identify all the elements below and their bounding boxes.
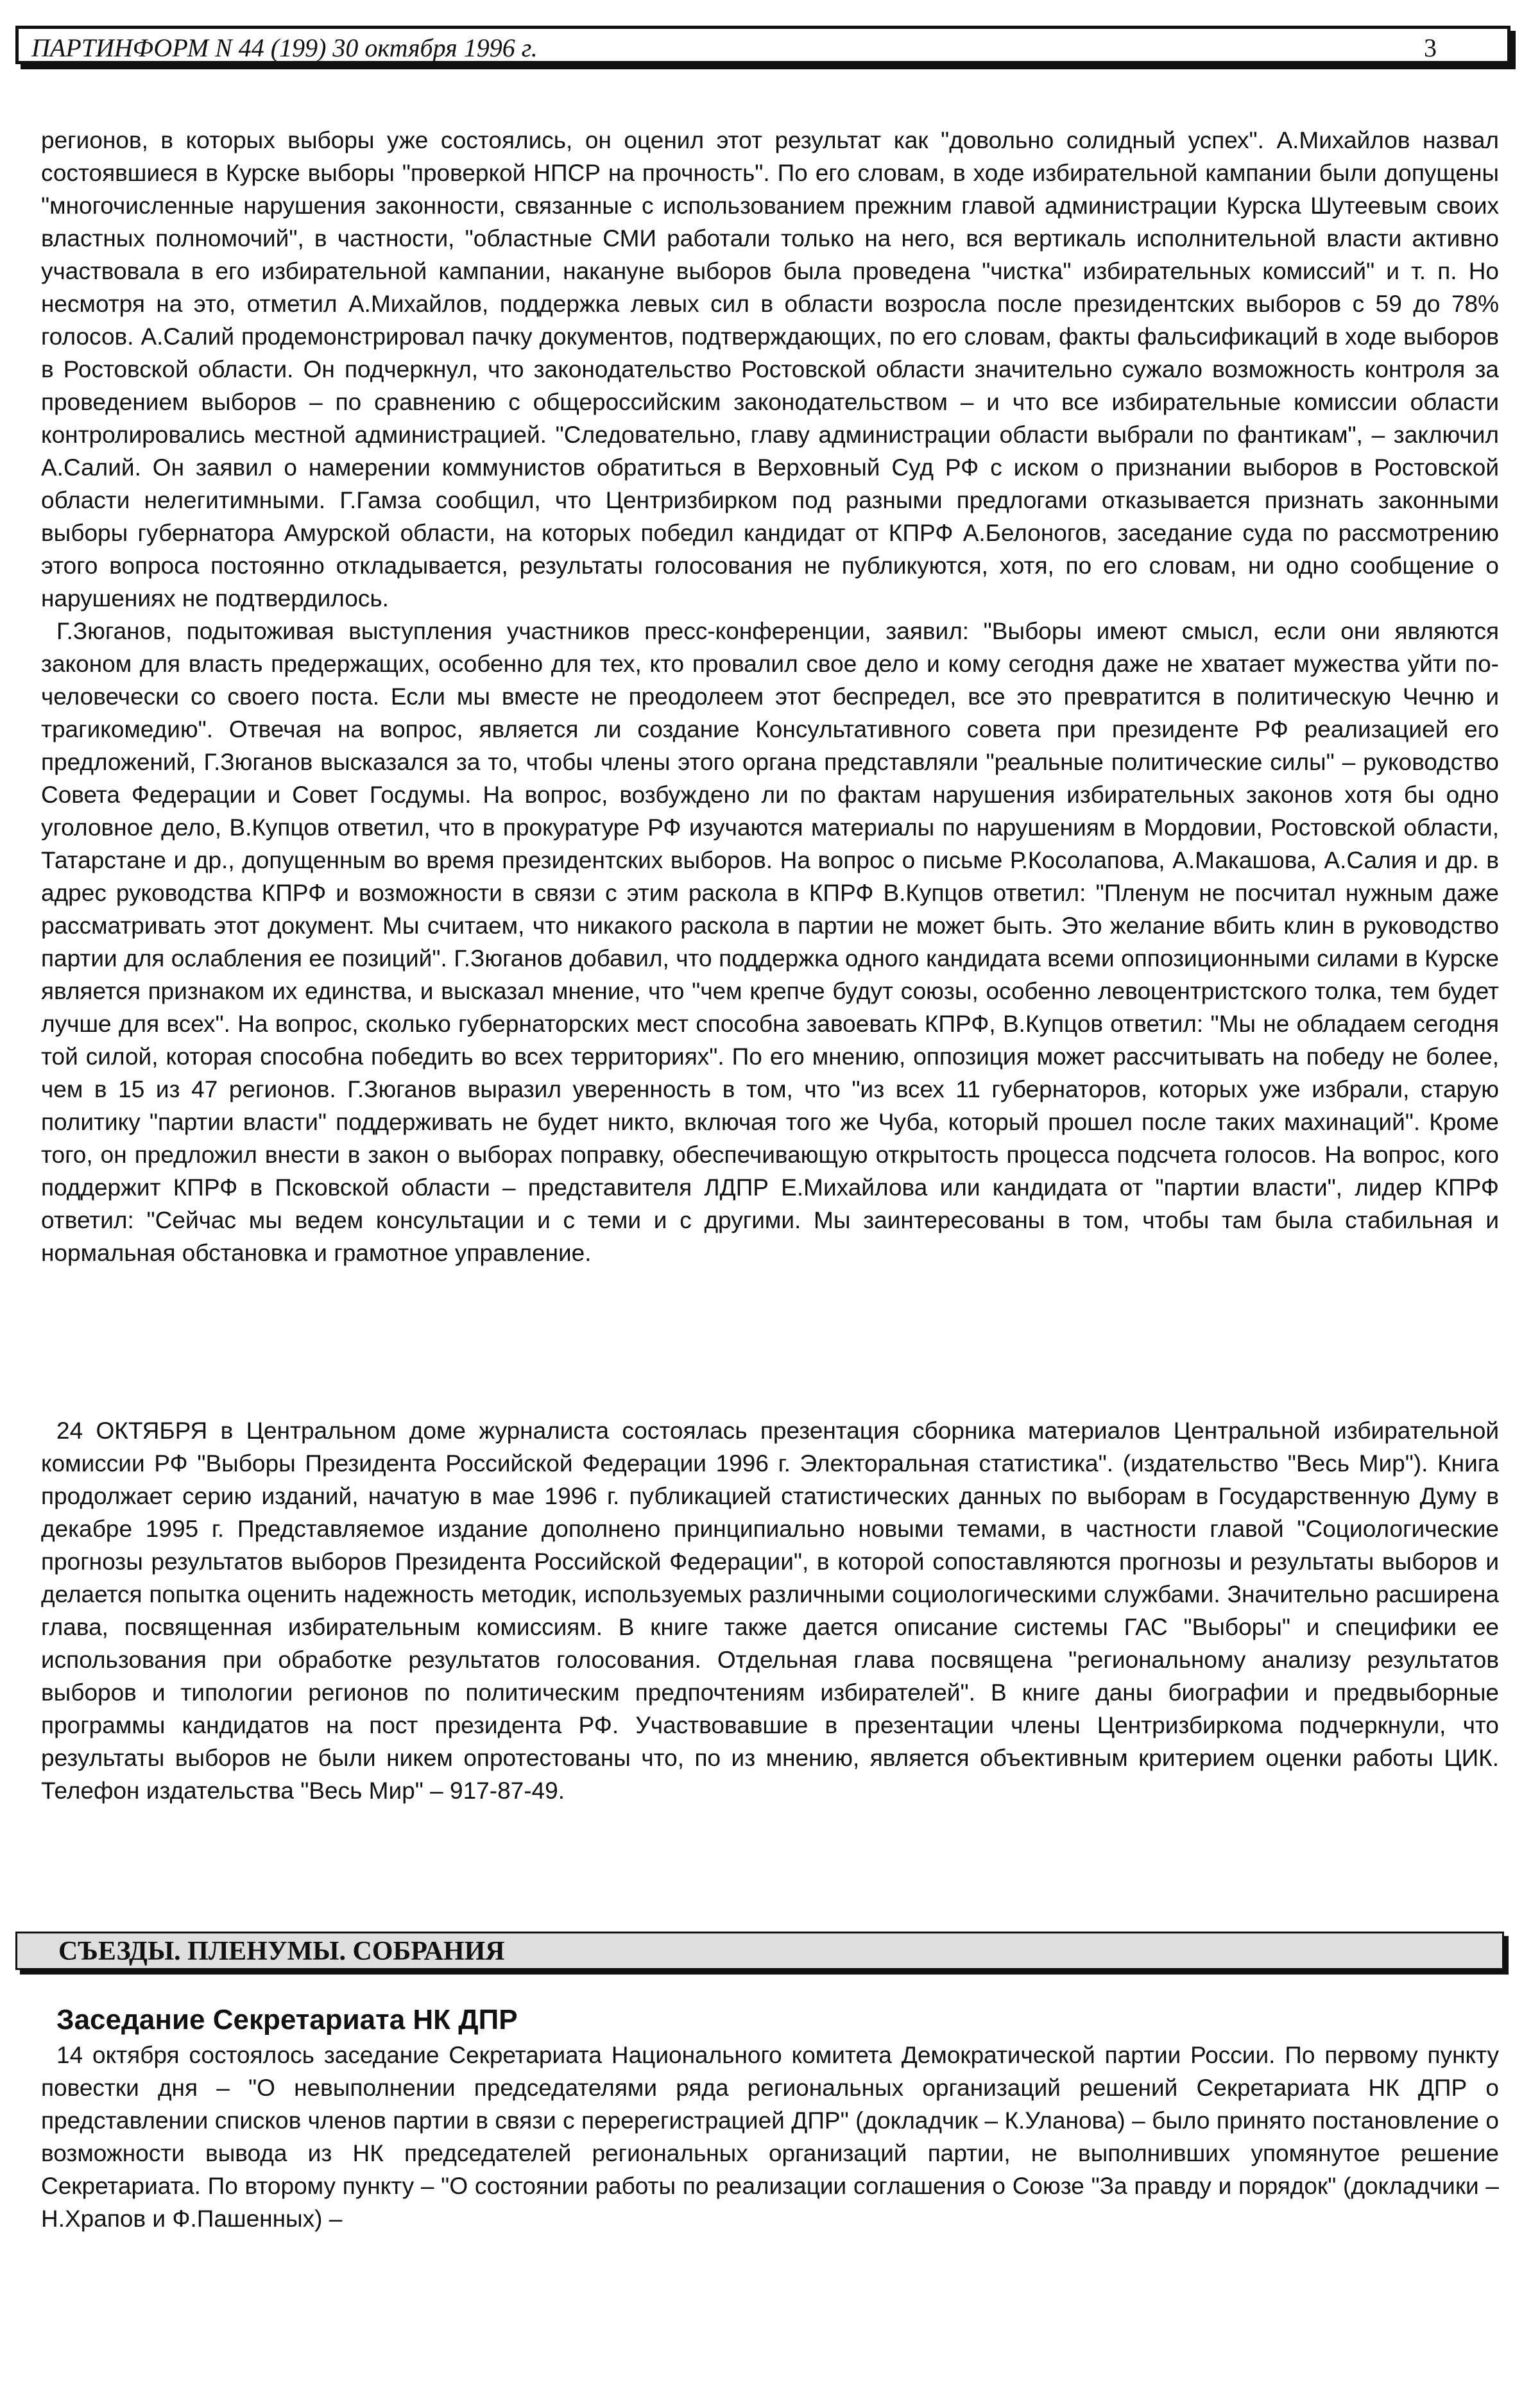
paragraph: Г.Зюганов, подытоживая выступления участников пресс-конференции, заявил: "Выборы имеют смысл, если они являются законом для власть предержащих, особенно для тех, кто провалил свое дело и кому сегодня даже не хватает мужества уйти по-человечески со своего поста. Если мы вместе не преодолеем этот беспредел, все это превратится в политическую Чечню и трагикомедию". Отвечая на вопрос, является ли создание Консультативного совета при президенте РФ реализацией его предложений, Г.Зюганов высказался за то, чтобы члены этого органа представляли "реальные политические силы" – руководство Совета Федерации и Совет Госдумы. На вопрос, возбуждено ли по фактам нарушения избирательных законов хотя бы одно уголовное дело, В.Купцов ответил, что в прокуратуре РФ изучаются материалы по нарушениям в Мордовии, Ростовской области, Татарстане и др., допущенным во время президентских выборов. На вопрос о письме Р.Косолапова, А.Макашова, А.Салия и др. в адрес руководства КПРФ и возможности в связи с этим раскола в КПРФ В.Купцов ответил: "Пленум не посчитал нужным даже рассматривать этот документ. Мы считаем, что никакого раскола в партии не может быть. Это желание вбить клин в руководство партии для ослабления ее позиций". Г.Зюганов добавил, что поддержка одного кандидата всеми оппозиционными силами в Курске является признаком их единства, и высказал мнение, что "чем крепче будут союзы, особенно левоцентристского толка, тем будет лучше для всех". На вопрос, сколько губернаторских мест способна завоевать КПРФ, В.Купцов ответил: "Мы не обладаем сегодня той силой, которая способна победить во всех территориях". По его мнению, оппозиция может рассчитывать на победу не более, чем в 15 из 47 регионов. Г.Зюганов выразил уверенность в том, что "из всех 11 губернаторов, которых уже избрали, старую политику "партии власти" поддерживать не будет никто, включая того же Чуба, который прошел после таких махинаций". Кроме того, он предложил внести в закон о выборах поправку, обеспечивающую открытость процесса подсчета голосов. На вопрос, кого поддержит КПРФ в Псковской области – представителя ЛДПР Е.Михайлова или кандидата от "партии власти", лидер КПРФ ответил: "Сейчас мы ведем консультации и с теми и с другими. Мы заинтересованы в том, чтобы там была стабильная и нормальная обстановка и грамотное управление. [41,618,1499,1266]
publication-title: ПАРТИНФОРМ N 44 (199) 30 октября 1996 г. [31,33,538,62]
page-number: 3 [1424,33,1437,62]
paragraph: 24 ОКТЯБРЯ в Центральном доме журналиста состоялась презентация сборника материалов Центральной избирательной комиссии РФ "Выборы Президента Российской Федерации 1996 г. Электоральная статистика". (издательство "Весь Мир"). Книга продолжает серию изданий, начатую в мае 1996 г. публикацией статистических данных по выборам в Государственную Думу в декабре 1995 г. Представляемое издание дополнено принципиально новыми темами, в частности главой "Социологические прогнозы результатов выборов Президента Российской Федерации", в которой сопоставляются прогнозы и результаты выборов и делается попытка оценить надежность методик, используемых различными социологическими службами. Значительно расширена глава, посвященная избирательным комиссиям. В книге также дается описание системы ГАС "Выборы" и специфики ее использования при обработке результатов голосования. Отдельная глава посвящена "региональному анализу результатов выборов и типологии регионов по политическим предпочтениям избирателей". В книге даны биографии и предвыборные программы кандидатов на пост президента РФ. Участвовавшие в презентации члены Центризбиркома подчеркнули, что результаты выборов не были никем опротестованы что, по из мнению, является объективным критерием оценки работы ЦИК. Телефон издательства "Весь Мир" – 917-87-49. [41,1418,1499,1804]
news-item [41,1414,1499,1876]
article-body [41,2039,1499,2235]
article-continuation [41,124,1499,1414]
article-heading: Заседание Секретариата НК ДПР [56,2004,518,2035]
paragraph: регионов, в которых выборы уже состоялись, он оценил этот результат как "довольно солидный успех". А.Михайлов назвал состоявшиеся в Курске выборы "проверкой НПСР на прочность". По его словам, в ходе избирательной кампании были допущены "многочисленные нарушения законности, связанные с использованием прежним главой администрации Курска Шутеевым своих властных полномочий", в частности, "областные СМИ работали только на него, вся вертикаль исполнительной власти активно участвовала в его избирательной кампании, накануне выборов была проведена "чистка" избирательных комиссий" и т. п. Но несмотря на это, отметил А.Михайлов, поддержка левых сил в области возросла после президентских выборов с 59 до 78% голосов. А.Салий продемонстрировал пачку документов, подтверждающих, по его словам, факты фальсификаций в ходе выборов в Ростовской области. Он подчеркнул, что законодательство Ростовской области значительно сужало возможность контроля за проведением выборов – по сравнению с общероссийским законодательством – и что все избирательные комиссии области контролировались местной администрацией. "Следовательно, главу администрации области выбрали по фантикам", – заключил А.Салий. Он заявил о намерении коммунистов обратиться в Верховный Суд РФ с иском о признании выборов в Ростовской области нелегитимными. Г.Гамза сообщил, что Центризбирком под разными предлогами отказывается признать законными выборы губернатора Амурской области, на которых победил кандидат от КПРФ А.Белоногов, заседание суда по рассмотрению этого вопроса постоянно откладывается, результаты голосования не публикуются, хотя, по его словам, ни одно сообщение о нарушениях не подтвердилось. [41,127,1499,612]
paragraph: 14 октября состоялось заседание Секретариата Национального комитета Демократической партии России. По первому пункту повестки дня – "О невыполнении председателями ряда региональных организаций решений Секретариата НК ДПР о представлении списков членов партии в связи с перерегистрацией ДПР" (докладчик – К.Уланова) – было принято постановление о возможности вывода из НК председателей региональных организаций партии, не выполнивших упомянутое решение Секретариата. По второму пункту – "О состоянии работы по реализации соглашения о Союзе "За правду и порядок" (докладчики – Н.Храпов и Ф.Пашенных) – [41,2042,1499,2232]
page-header [15,26,1510,64]
section-title: СЪЕЗДЫ. ПЛЕНУМЫ. СОБРАНИЯ [58,1937,505,1966]
section-header [15,1932,1504,1970]
